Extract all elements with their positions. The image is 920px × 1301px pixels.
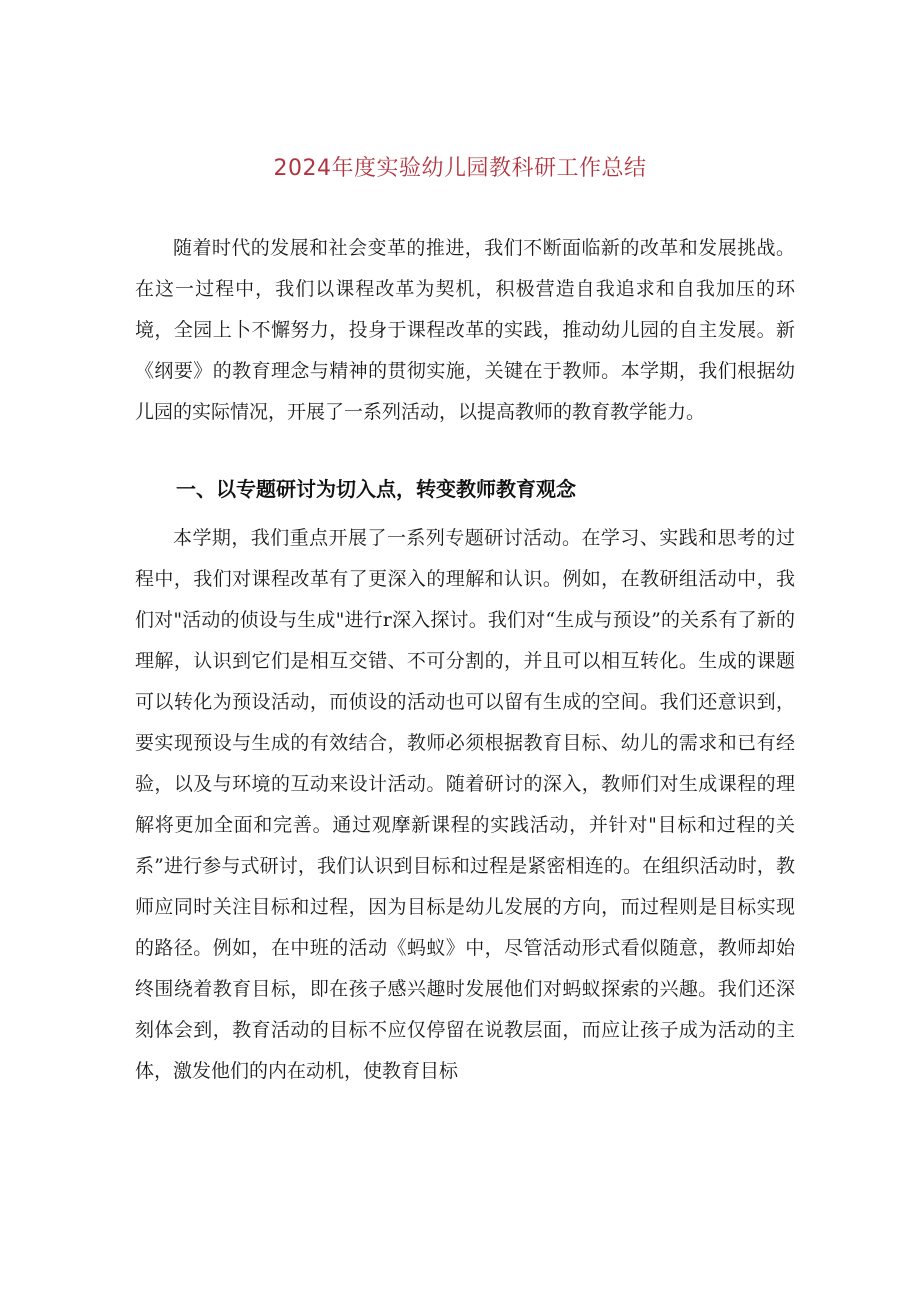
intro-paragraph: 随着时代的发展和社会变革的推进，我们不断面临新的改革和发展挑战。在这一过程中，我们以课程改革为契机，积极营造自我追求和自我加压的环境，全园上卜不懈努力，投身于课程改革的实践，推动幼儿园的自主发展。新《纲要》的教育理念与精神的贯彻实施，关键在于教师。本学期，我们根据幼儿园的实际情况，开展了一系列活动，以提高教师的教育教学能力。 xyxy=(135,237,795,423)
section-heading: 一、以专题研讨为切入点，转变教师教育观念 xyxy=(176,477,576,501)
section-body-paragraph: 本学期，我们重点开展了一系列专题研讨活动。在学习、实践和思考的过程中，我们对课程改革有了更深入的理解和认识。例如，在教研组活动中，我们对"活动的侦设与生成"进行r深入探讨。我们对“生成与预设”的关系有了新的理解，认识到它们是相互交错、不可分割的，并且可以相互转化。生成的课题可以转化为预设活动，而侦设的活动也可以留有生成的空间。我们还意识到，要实现预设与生成的有效结合，教师必须根据教育目标、幼儿的需求和已有经验，以及与环境的互动来设计活动。随着研讨的深入，教师们对生成课程的理解将更加全面和完善。通过观摩新课程的实践活动，并针对"目标和过程的关系”进行参与式研讨，我们认识到目标和过程是紧密相连的。在组织活动时，教师应同时关注目标和过程，因为目标是幼儿发展的方向，而过程则是目标实现的路径。例如，在中班的活动《蚂蚁》中，尽管活动形式看似随意，教师却始终围绕着教育目标，即在孩子感兴趣时发展他们对蚂蚁探索的兴趣。我们还深刻体会到，教育活动的目标不应仅停留在说教层面，而应让孩子成为活动的主体，激发他们的内在动机，使教育目标 xyxy=(135,527,795,1082)
document-title: 2024年度实验幼儿园教科研工作总结 xyxy=(273,156,647,181)
